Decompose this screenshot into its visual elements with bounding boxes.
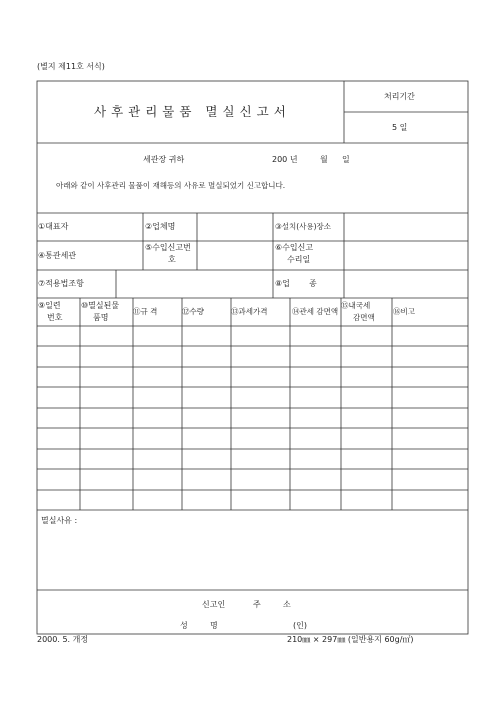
col-serial: ⑨일련 <box>38 301 61 310</box>
address-label: 주 <box>253 600 261 609</box>
field-representative: ①대표자 <box>38 222 69 231</box>
field-import-decl-no-cont: 호 <box>168 255 176 264</box>
field-import-accept-date-cont: 수리일 <box>287 255 311 264</box>
field-applicable-law: ⑦적용법조항 <box>38 279 84 288</box>
name-label: 성 <box>180 621 188 630</box>
col-serial-cont: 번호 <box>47 313 63 322</box>
field-import-accept-date: ⑥수입신고 <box>275 243 314 252</box>
declarant-label: 신고인 <box>202 600 226 609</box>
field-company-name: ②업체명 <box>145 222 176 231</box>
col-customs-reduction: ⑭관세 감면액 <box>292 307 339 316</box>
field-customs-office: ④통관세관 <box>38 251 77 260</box>
col-remarks: ⑯비고 <box>393 307 415 316</box>
processing-period-value: 5 일 <box>392 123 408 132</box>
form-outer-border <box>37 81 468 634</box>
address-label-cont: 소 <box>283 600 291 609</box>
col-spec: ⑪규 격 <box>133 307 158 316</box>
date-year: 200 년 <box>272 155 298 164</box>
col-taxable-price: ⑬과세가격 <box>231 307 268 316</box>
col-domestic-tax-cont: 감면액 <box>353 313 375 322</box>
name-label-cont: 명 <box>210 621 218 630</box>
col-item-name-cont: 품명 <box>93 313 109 322</box>
field-business-type: ⑧업 <box>275 279 290 288</box>
field-install-location: ③설치(사용)장소 <box>275 222 332 231</box>
declaration-statement: 아래와 같이 사후관리 물품이 재해등의 사유로 멸실되었기 신고합니다. <box>56 181 286 190</box>
date-month: 월 <box>320 155 328 164</box>
addressee: 세관장 귀하 <box>143 155 185 164</box>
loss-reason-label: 멸실사유 : <box>41 516 78 525</box>
form-title: 사후관리물품 멸실신고서 <box>94 104 291 119</box>
seal-label: (인) <box>293 621 307 630</box>
field-business-type-cont: 종 <box>309 279 317 288</box>
annex-label: (별지 제11호 서식) <box>37 62 105 71</box>
col-domestic-tax: ⑮내국세 <box>341 301 371 310</box>
col-quantity: ⑫수량 <box>182 307 204 316</box>
col-item-name: ⑩멸실된물 <box>81 301 120 310</box>
paper-size-note: 210㎜ × 297㎜ (일반용지 60g/㎡) <box>287 635 414 644</box>
revision-note: 2000. 5. 개정 <box>37 635 89 644</box>
field-import-decl-no: ⑤수입신고번 <box>145 243 191 252</box>
processing-period-label: 처리기간 <box>384 92 415 101</box>
date-day: 일 <box>342 155 350 164</box>
